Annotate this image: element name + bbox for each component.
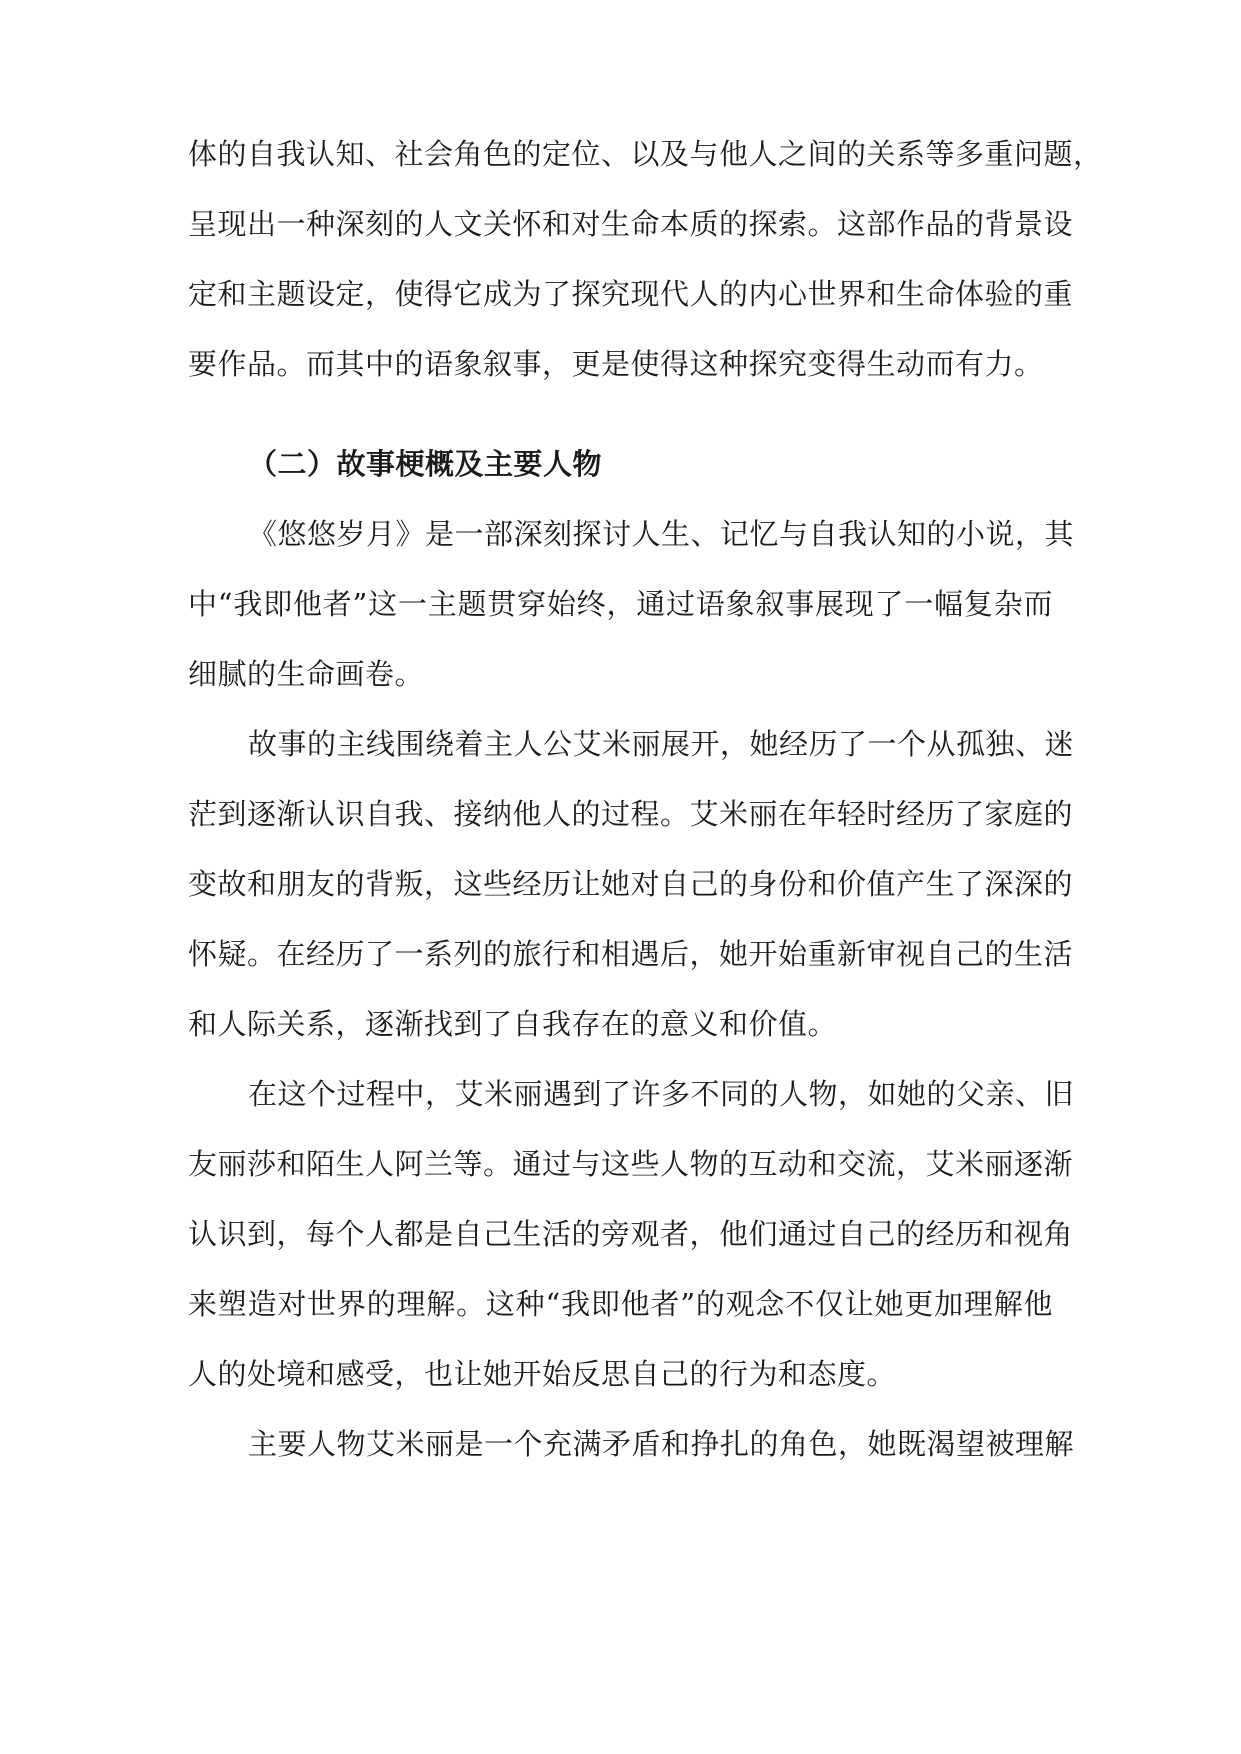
paragraph-line: 在这个过程中，艾米丽遇到了许多不同的人物，如她的父亲、旧 — [248, 1077, 1075, 1111]
paragraph-line: 要作品。而其中的语象叙事，更是使得这种探究变得生动而有力。 — [188, 347, 1044, 381]
paragraph-line: 和人际关系，逐渐找到了自我存在的意义和价值。 — [188, 1007, 838, 1041]
paragraph-line: 定和主题设定，使得它成为了探究现代人的内心世界和生命体验的重 — [188, 277, 1074, 311]
paragraph-line: 怀疑。在经历了一系列的旅行和相遇后，她开始重新审视自己的生活 — [188, 937, 1074, 971]
paragraph-line: 呈现出一种深刻的人文关怀和对生命本质的探索。这部作品的背景设 — [188, 207, 1074, 241]
paragraph-line: 主要人物艾米丽是一个充满矛盾和挣扎的角色，她既渴望被理解 — [248, 1427, 1075, 1461]
paragraph-line: 认识到，每个人都是自己生活的旁观者，他们通过自己的经历和视角 — [188, 1217, 1074, 1251]
paragraph-line: 故事的主线围绕着主人公艾米丽展开，她经历了一个从孤独、迷 — [248, 727, 1075, 761]
paragraph-line: 变故和朋友的背叛，这些经历让她对自己的身份和价值产生了深深的 — [188, 867, 1074, 901]
paragraph-line: 友丽莎和陌生人阿兰等。通过与这些人物的互动和交流，艾米丽逐渐 — [188, 1147, 1074, 1181]
paragraph-line: 中“我即他者”这一主题贯穿始终，通过语象叙事展现了一幅复杂而 — [188, 587, 1053, 621]
paragraph-line: 茫到逐渐认识自我、接纳他人的过程。艾米丽在年轻时经历了家庭的 — [188, 797, 1074, 831]
paragraph-line: 来塑造对世界的理解。这种“我即他者”的观念不仅让她更加理解他 — [188, 1287, 1053, 1321]
paragraph-line: 体的自我认知、社会角色的定位、以及与他人之间的关系等多重问题， — [188, 137, 1103, 171]
section-heading: （二）故事梗概及主要人物 — [248, 447, 603, 481]
paragraph-line: 细腻的生命画卷。 — [188, 657, 425, 691]
paragraph-line: 人的处境和感受，也让她开始反思自己的行为和态度。 — [188, 1357, 897, 1391]
paragraph-line: 《悠悠岁月》是一部深刻探讨人生、记忆与自我认知的小说，其 — [248, 517, 1075, 551]
